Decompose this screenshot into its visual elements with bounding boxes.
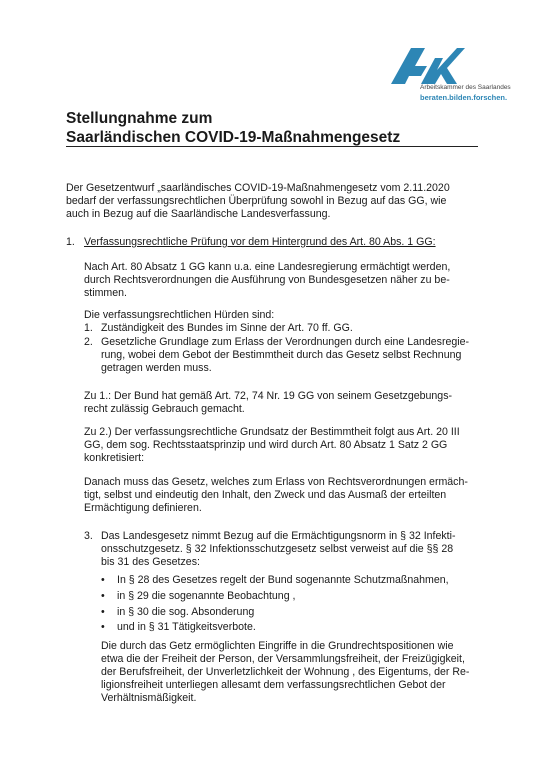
paragraph-line: onsschutzgesetz. § 32 Infektionsschutzgesetz selbst verweist auf die §§ 28 — [101, 543, 454, 555]
paragraph-line: Verhältnismäßigkeit. — [101, 692, 197, 704]
paragraph-line: Das Landesgesetz nimmt Bezug auf die Ermächtigungsnorm in § 32 Infekti- — [101, 530, 456, 542]
paragraph-line: Zu 1.: Der Bund hat gemäß Art. 72, 74 Nr. 19 GG von seinem Gesetzgebungs- — [84, 390, 453, 402]
section-1-number: 1. — [66, 236, 75, 248]
bullet-icon: • — [101, 621, 105, 633]
paragraph-line: Die durch das Getz ermöglichten Eingriffe in die Grundrechtspositionen wie — [101, 640, 454, 652]
hurdle-number: 2. — [84, 336, 93, 348]
hurdle-item — [101, 322, 353, 335]
bullet-item: und in § 31 Tätigkeitsverbote. — [117, 621, 256, 633]
hurdle-line: Zuständigkeit des Bundes im Sinne der Art. 70 ff. GG. — [101, 322, 353, 334]
section-3-number: 3. — [84, 530, 93, 542]
zu-1-paragraph — [84, 390, 452, 416]
paragraph-line: Nach Art. 80 Absatz 1 GG kann u.a. eine Landesregierung ermächtigt werden, — [84, 261, 451, 273]
section-1-heading: Verfassungsrechtliche Prüfung vor dem Hintergrund des Art. 80 Abs. 1 GG: — [84, 236, 436, 248]
paragraph-line: ligionsfreiheit unterliegen allesamt dem verfassungsrechtlichen Gebot der — [101, 679, 446, 691]
bullet-icon: • — [101, 606, 105, 618]
hurdle-number: 1. — [84, 322, 93, 334]
section-1-paragraph — [84, 261, 450, 300]
paragraph-line: bis 31 des Gesetzes: — [101, 556, 200, 568]
title-line-1: Stellungnahme zum — [66, 110, 213, 127]
bullet-item: in § 29 die sogenannte Beobachtung , — [117, 590, 296, 602]
paragraph-line: stimmen. — [84, 287, 127, 299]
logo-tagline: beraten.bilden.forschen. — [420, 93, 508, 102]
ak-logo-mark-icon — [391, 44, 465, 84]
section-3-paragraph — [101, 530, 456, 569]
danach-paragraph — [84, 476, 468, 515]
ak-logo — [386, 44, 526, 106]
hurdles-intro: Die verfassungsrechtlichen Hürden sind: — [84, 309, 275, 321]
paragraph-line: Zu 2.) Der verfassungsrechtliche Grundsatz der Bestimmtheit folgt aus Art. 20 III — [84, 426, 460, 438]
paragraph-line: der Berufsfreiheit, der Unverletzlichkeit der Wohnung , des Eigentums, der Re- — [101, 666, 470, 678]
intro-line: Der Gesetzentwurf „saarländisches COVID-19-Maßnahmengesetz vom 2.11.2020 — [66, 182, 450, 194]
intro-paragraph — [66, 182, 450, 221]
logo-org-name: Arbeitskammer des Saarlandes — [420, 84, 511, 91]
paragraph-line: Danach muss das Gesetz, welches zum Erlass von Rechtsverordnungen ermäch- — [84, 476, 468, 488]
bullet-item: in § 30 die sog. Absonderung — [117, 606, 255, 618]
intro-line: bedarf der verfassungsrechtlichen Überprüfung sowohl in Bezug auf das GG, wie — [66, 195, 447, 207]
paragraph-line: konkretisiert: — [84, 452, 145, 464]
paragraph-line: recht zulässig Gebrauch gemacht. — [84, 403, 245, 415]
title-underline — [66, 146, 478, 147]
paragraph-line: durch Rechtsverordnungen die Ausführung von Bundesgesetzen näher zu be- — [84, 274, 450, 286]
hurdle-item — [101, 336, 469, 375]
hurdle-line: Gesetzliche Grundlage zum Erlass der Verordnungen durch eine Landesregie- — [101, 336, 470, 348]
intro-line: auch in Bezug auf die Saarländische Landesverfassung. — [66, 208, 331, 220]
paragraph-line: GG, dem sog. Rechtsstaatsprinzip und wird durch Art. 80 Absatz 1 Satz 2 GG — [84, 439, 448, 451]
bullet-item: In § 28 des Gesetzes regelt der Bund sogenannte Schutzmaßnahmen, — [117, 574, 449, 586]
document-title — [66, 109, 476, 147]
zu-2-paragraph — [84, 426, 460, 465]
title-line-2: Saarländischen COVID-19-Maßnahmengesetz — [66, 129, 401, 146]
hurdle-line: rung, wobei dem Gebot der Bestimmtheit durch das Gesetz selbst Rechnung — [101, 349, 462, 361]
closing-paragraph — [101, 640, 469, 705]
hurdle-line: getragen werden muss. — [101, 362, 212, 374]
bullet-icon: • — [101, 574, 105, 586]
paragraph-line: Ermächtigung definieren. — [84, 502, 202, 514]
paragraph-line: tigt, selbst und eindeutig den Inhalt, den Zweck und das Ausmaß der erteilten — [84, 489, 447, 501]
bullet-icon: • — [101, 590, 105, 602]
paragraph-line: etwa die der Freiheit der Person, der Versammlungsfreiheit, der Freizügigkeit, — [101, 653, 465, 665]
